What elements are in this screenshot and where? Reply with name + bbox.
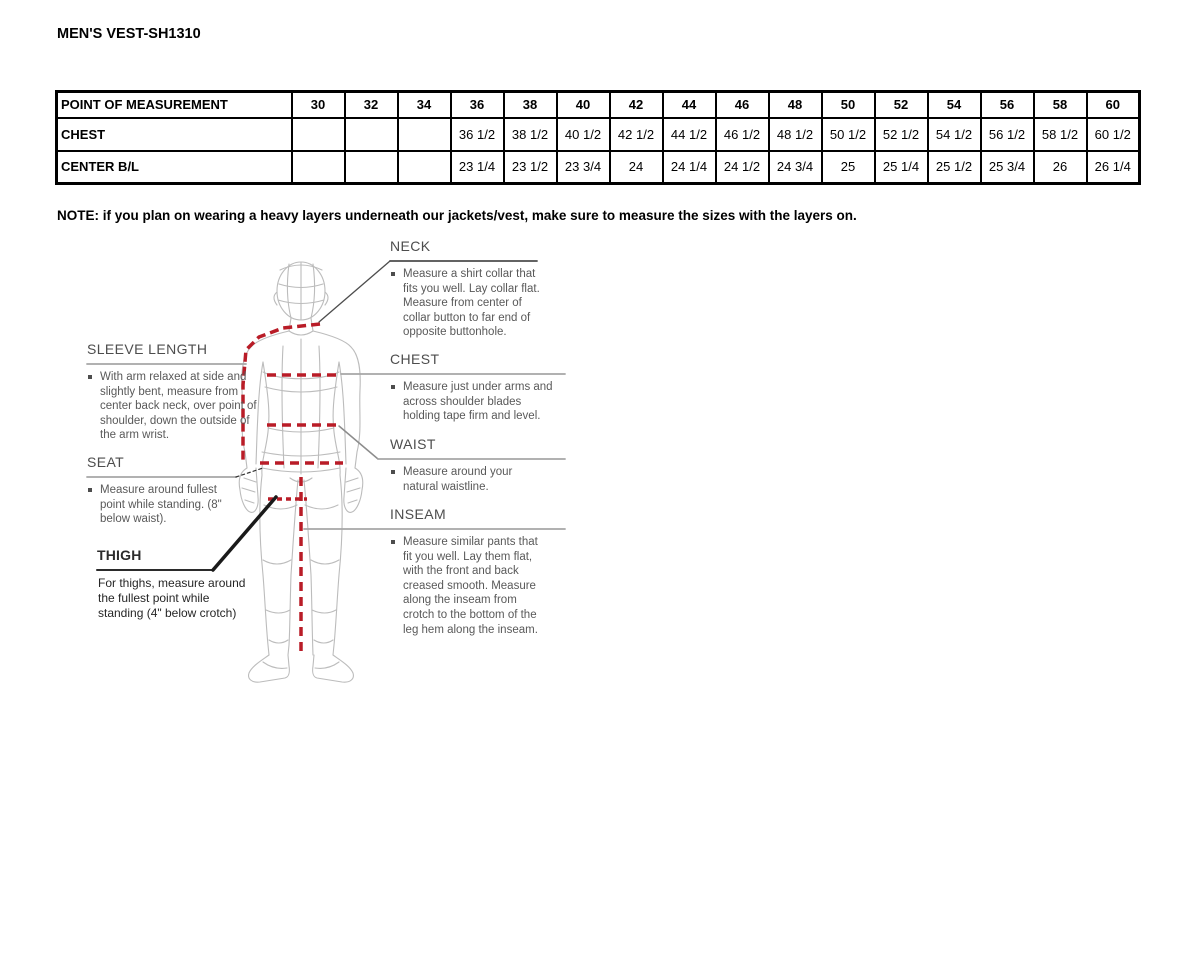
- size-value-cell: 26: [1034, 151, 1087, 184]
- size-value-cell: 54 1/2: [928, 118, 981, 151]
- size-value-cell: 23 3/4: [557, 151, 610, 184]
- size-value-cell: 25 3/4: [981, 151, 1034, 184]
- section-neck: [390, 238, 550, 340]
- table-row: [57, 151, 1140, 184]
- seat-leader-line: [236, 468, 263, 477]
- size-value-cell: 40 1/2: [557, 118, 610, 151]
- chest-heading: CHEST: [390, 351, 440, 367]
- size-column-header: 54: [928, 92, 981, 118]
- bullet-icon: [391, 540, 395, 544]
- bullet-icon: [88, 375, 92, 379]
- thigh-instructions: For thighs, measure around the fullest point while standing (4" below crotch): [98, 576, 246, 620]
- size-value-cell: 25: [822, 151, 875, 184]
- size-value-cell: 23 1/2: [504, 151, 557, 184]
- size-column-header: 34: [398, 92, 451, 118]
- size-value-cell: 46 1/2: [716, 118, 769, 151]
- size-table-header-row: [57, 92, 1140, 118]
- size-value-cell: 56 1/2: [981, 118, 1034, 151]
- bullet-icon: [391, 272, 395, 276]
- size-column-header: 56: [981, 92, 1034, 118]
- size-value-cell: [398, 118, 451, 151]
- row-label: CHEST: [57, 118, 292, 151]
- point-of-measurement-header: POINT OF MEASUREMENT: [57, 92, 292, 118]
- size-value-cell: 25 1/2: [928, 151, 981, 184]
- size-value-cell: [398, 151, 451, 184]
- size-column-header: 58: [1034, 92, 1087, 118]
- size-value-cell: [292, 151, 345, 184]
- neck-heading: NECK: [390, 238, 431, 254]
- sleeve-length-instructions: With arm relaxed at side and slightly bent, measure from center back neck, over point of shoulder, down the outside of the arm wrist.: [100, 371, 257, 442]
- section-chest: [390, 351, 558, 424]
- neck-leader-line: [319, 261, 390, 322]
- page-title: MEN'S VEST-SH1310: [57, 26, 201, 42]
- row-label: CENTER B/L: [57, 151, 292, 184]
- waist-heading: WAIST: [390, 436, 436, 452]
- section-inseam: [390, 506, 550, 637]
- size-value-cell: 24: [610, 151, 663, 184]
- size-value-cell: 50 1/2: [822, 118, 875, 151]
- size-value-cell: 24 1/4: [663, 151, 716, 184]
- size-value-cell: 23 1/4: [451, 151, 504, 184]
- size-value-cell: 48 1/2: [769, 118, 822, 151]
- note-text: NOTE: if you plan on wearing a heavy layers underneath our jackets/vest, make sure to measure the sizes with the layers on.: [57, 208, 857, 223]
- size-column-header: 38: [504, 92, 557, 118]
- size-table-body: [57, 118, 1140, 184]
- size-value-cell: [292, 118, 345, 151]
- size-column-header: 50: [822, 92, 875, 118]
- size-column-header: 42: [610, 92, 663, 118]
- size-value-cell: 60 1/2: [1087, 118, 1140, 151]
- table-row: [57, 118, 1140, 151]
- section-sleeve-length: [87, 341, 259, 443]
- size-column-header: 36: [451, 92, 504, 118]
- seat-instructions: Measure around fullest point while standing. (8" below waist).: [100, 484, 222, 526]
- size-column-header: 30: [292, 92, 345, 118]
- size-column-header: 40: [557, 92, 610, 118]
- section-thigh: [97, 547, 257, 621]
- bullet-icon: [391, 470, 395, 474]
- bullet-icon: [391, 385, 395, 389]
- body-wireframe: [239, 262, 362, 682]
- size-column-header: 32: [345, 92, 398, 118]
- inseam-instructions: Measure similar pants that fit you well. Lay them flat, with the front and back creased smooth. Measure along the inseam from crotch to the bottom of the leg hem along the inseam.: [403, 536, 538, 636]
- size-value-cell: 44 1/2: [663, 118, 716, 151]
- size-value-cell: [345, 118, 398, 151]
- thigh-heading: THIGH: [97, 547, 142, 563]
- size-value-cell: 36 1/2: [451, 118, 504, 151]
- waist-leader-line: [339, 426, 378, 459]
- bullet-icon: [88, 488, 92, 492]
- chest-instructions: Measure just under arms and across shoulder blades holding tape firm and level.: [403, 381, 553, 423]
- size-value-cell: 26 1/4: [1087, 151, 1140, 184]
- size-value-cell: 52 1/2: [875, 118, 928, 151]
- neck-instructions: Measure a shirt collar that fits you well. Lay collar flat. Measure from center of collar button to far end of opposite buttonhole.: [403, 268, 540, 339]
- size-column-header: 48: [769, 92, 822, 118]
- waist-instructions: Measure around your natural waistline.: [403, 466, 513, 493]
- size-value-cell: 25 1/4: [875, 151, 928, 184]
- size-value-cell: 38 1/2: [504, 118, 557, 151]
- size-column-header: 60: [1087, 92, 1140, 118]
- size-column-header: 46: [716, 92, 769, 118]
- section-seat: [87, 454, 237, 527]
- size-value-cell: 24 1/2: [716, 151, 769, 184]
- sleeve-length-heading: SLEEVE LENGTH: [87, 341, 208, 357]
- size-measurement-table: [55, 90, 1141, 185]
- size-value-cell: 58 1/2: [1034, 118, 1087, 151]
- seat-heading: SEAT: [87, 454, 125, 470]
- section-waist: [390, 436, 540, 494]
- inseam-heading: INSEAM: [390, 506, 447, 522]
- size-column-header: 44: [663, 92, 716, 118]
- size-value-cell: [345, 151, 398, 184]
- size-value-cell: 24 3/4: [769, 151, 822, 184]
- size-value-cell: 42 1/2: [610, 118, 663, 151]
- size-column-header: 52: [875, 92, 928, 118]
